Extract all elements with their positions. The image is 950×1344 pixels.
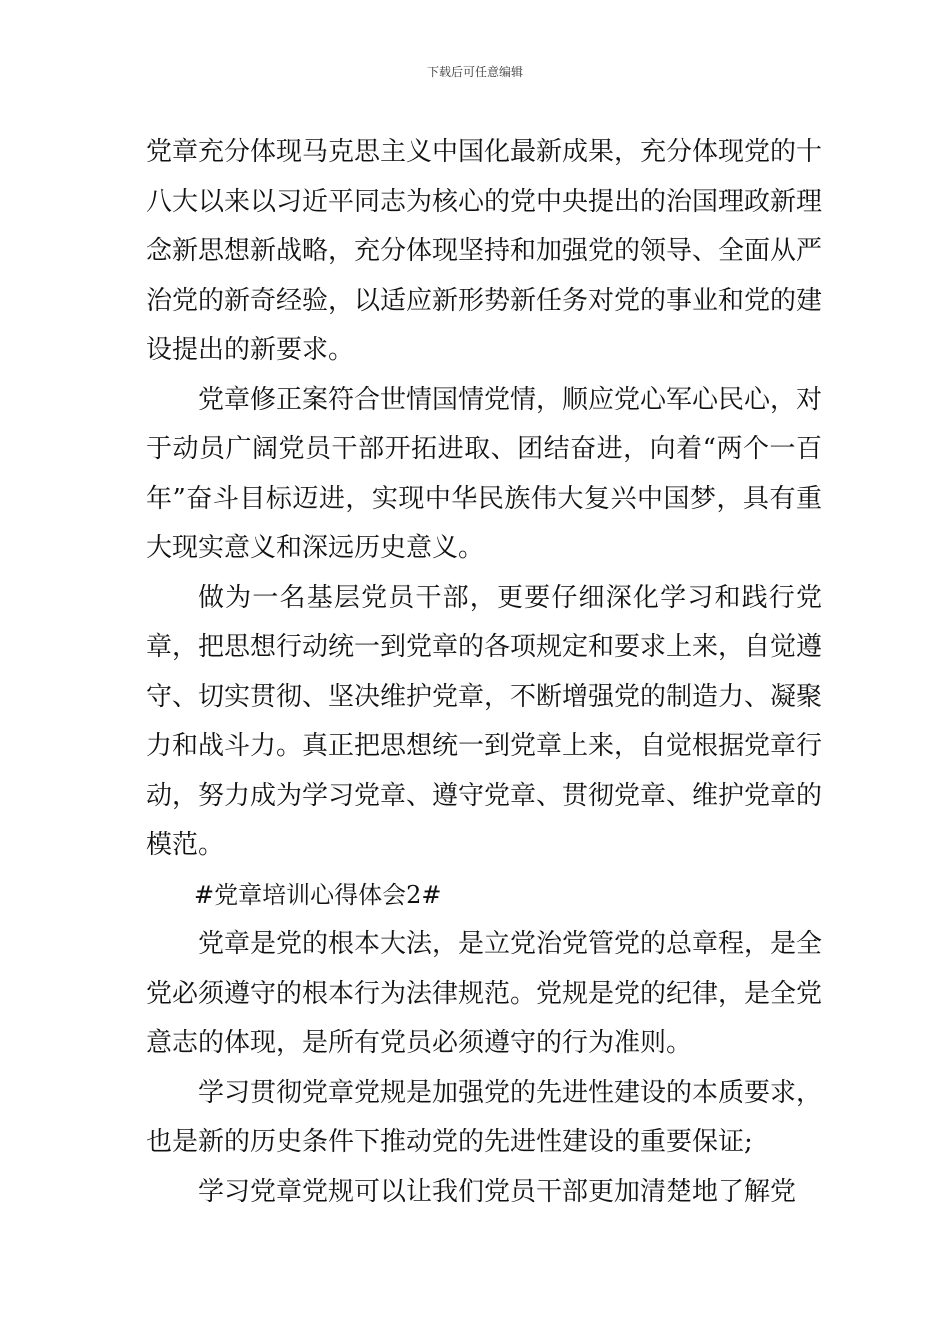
paragraph-continuation: 党章充分体现马克思主义中国化最新成果，充分体现党的十八大以来以习近平同志为核心的党中央提出的治国理政新理念新思想新战略，充分体现坚持和加强党的领导、全面从严治党的新奇经验，以适应新形势新任务对党的事业和党的建设提出的新要求。: [146, 137, 823, 365]
section-heading: #党章培训心得体会2#: [194, 880, 442, 909]
paragraph: 学习党章党规可以让我们党员干部更加清楚地了解党: [198, 1176, 797, 1207]
document-body: [146, 128, 822, 1217]
paragraph: 做为一名基层党员干部，更要仔细深化学习和践行党章，把思想行动统一到党章的各项规定和要求上来，自觉遵守、切实贯彻、坚决维护党章，不断增强党的制造力、凝聚力和战斗力。真正把思想统一到党章上来，自觉根据党章行动，努力成为学习党章、遵守党章、贯彻党章、维护党章的模范。: [146, 582, 823, 860]
paragraph: 党章是党的根本大法，是立党治党管党的总章程，是全党必须遵守的根本行为法律规范。党规是党的纪律，是全党意志的体现，是所有党员必须遵守的行为准则。: [146, 929, 823, 1058]
paragraph: 党章修正案符合世情国情党情，顺应党心军心民心，对于动员广阔党员干部开拓进取、团结奋进，向着“两个一百年”奋斗目标迈进，实现中华民族伟大复兴中国梦，具有重大现实意义和深远历史意义。: [146, 384, 823, 563]
paragraph: 学习贯彻党章党规是加强党的先进性建设的本质要求，也是新的历史条件下推动党的先进性建设的重要保证;: [146, 1077, 823, 1157]
page-header-note: 下载后可任意编辑: [426, 65, 523, 79]
